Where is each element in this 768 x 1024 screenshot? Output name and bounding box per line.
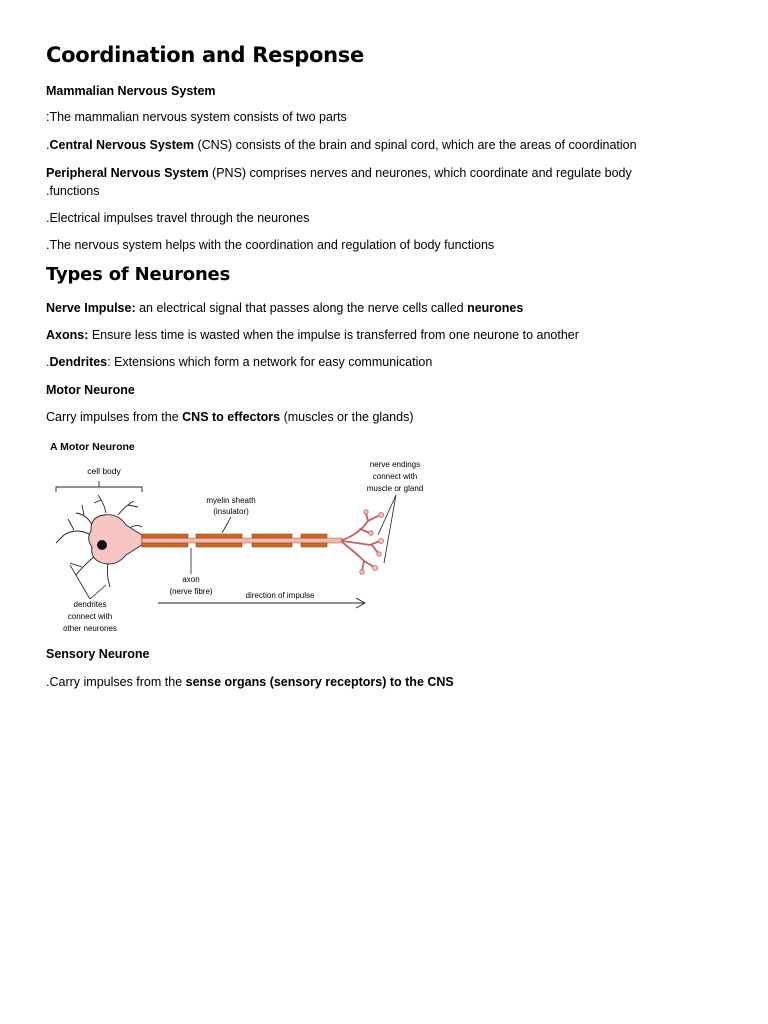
impulse-paragraph xyxy=(46,301,523,315)
motor-paragraph xyxy=(46,410,413,424)
sensory-bold: sense organs (sensory receptors) to the CNS xyxy=(185,675,454,689)
label-endings-1: nerve endings xyxy=(369,460,421,469)
pns-term: Peripheral Nervous System xyxy=(46,166,209,180)
label-dendrites-2: connect with xyxy=(67,612,113,621)
pns-text: (PNS) comprises nerves and neurones, which coordinate and regulate body xyxy=(208,166,632,180)
myelin-segment xyxy=(301,543,327,547)
pns-paragraph xyxy=(46,166,632,180)
impulse-text: an electrical signal that passes along the nerve cells called xyxy=(135,301,468,315)
cell-body xyxy=(89,515,142,564)
cns-paragraph xyxy=(46,138,637,152)
axons-term: Axons: xyxy=(46,328,89,342)
label-endings-3: muscle or gland xyxy=(366,484,424,493)
label-cell-body: cell body xyxy=(87,466,121,476)
mammalian-intro: :The mammalian nervous system consists of two parts xyxy=(46,110,347,124)
diagram-title: A Motor Neurone xyxy=(50,441,135,453)
impulse-term: Nerve Impulse: xyxy=(46,301,136,315)
label-axon-2: (nerve fibre) xyxy=(169,587,213,596)
motor-neurone-diagram xyxy=(46,435,446,641)
motor-bold: CNS to effectors xyxy=(182,410,281,424)
myelin-segment xyxy=(252,534,292,538)
label-myelin-1: myelin sheath xyxy=(206,496,256,505)
cns-term: Central Nervous System xyxy=(49,138,194,152)
myelin-pointer xyxy=(222,517,231,533)
impulse-end: neurones xyxy=(467,301,524,315)
label-myelin-2: (insulator) xyxy=(213,507,249,516)
axons-paragraph xyxy=(46,328,579,342)
sensory-paragraph xyxy=(46,675,454,689)
mammalian-heading: Mammalian Nervous System xyxy=(46,84,216,98)
dendrites-term: Dendrites xyxy=(49,355,108,369)
types-heading: Types of Neurones xyxy=(46,264,231,285)
myelin-segment xyxy=(196,543,242,547)
pns-paragraph-cont: .functions xyxy=(46,184,100,198)
electrical-paragraph: .Electrical impulses travel through the neurones xyxy=(46,211,310,225)
sensory-text-1: .Carry impulses from the xyxy=(46,675,186,689)
label-axon-1: axon xyxy=(182,575,200,584)
dendrites-pointer xyxy=(70,565,106,599)
myelin-segment xyxy=(301,534,327,538)
label-dendrites-3: other neurones xyxy=(63,624,117,633)
myelin-segment xyxy=(142,534,188,538)
dendrites-prefix: . xyxy=(46,355,50,369)
nerve-endings-group xyxy=(342,513,380,571)
page-title: Coordination and Response xyxy=(46,43,364,67)
dendrites-text: : Extensions which form a network for easy communication xyxy=(107,355,433,369)
axon xyxy=(142,538,342,543)
label-direction: direction of impulse xyxy=(245,591,315,600)
label-dendrites-1: dendrites xyxy=(73,600,107,609)
nucleus xyxy=(97,540,107,550)
myelin-segment xyxy=(142,543,188,547)
myelin-segment xyxy=(252,543,292,547)
cns-prefix: . xyxy=(46,138,50,152)
sensory-heading: Sensory Neurone xyxy=(46,647,150,661)
myelin-segment xyxy=(196,534,242,538)
motor-text-1: Carry impulses from the xyxy=(46,410,183,424)
label-endings-2: connect with xyxy=(372,472,418,481)
axons-text: Ensure less time is wasted when the impulse is transferred from one neurone to another xyxy=(88,328,579,342)
cell-body-bracket xyxy=(56,481,142,492)
nervous-role-paragraph: .The nervous system helps with the coordination and regulation of body functions xyxy=(46,238,495,252)
motor-text-2: (muscles or the glands) xyxy=(280,410,414,424)
cns-text: (CNS) consists of the brain and spinal cord, which are the areas of coordination xyxy=(194,138,637,152)
motor-heading: Motor Neurone xyxy=(46,383,135,397)
dendrites-paragraph xyxy=(46,355,432,369)
